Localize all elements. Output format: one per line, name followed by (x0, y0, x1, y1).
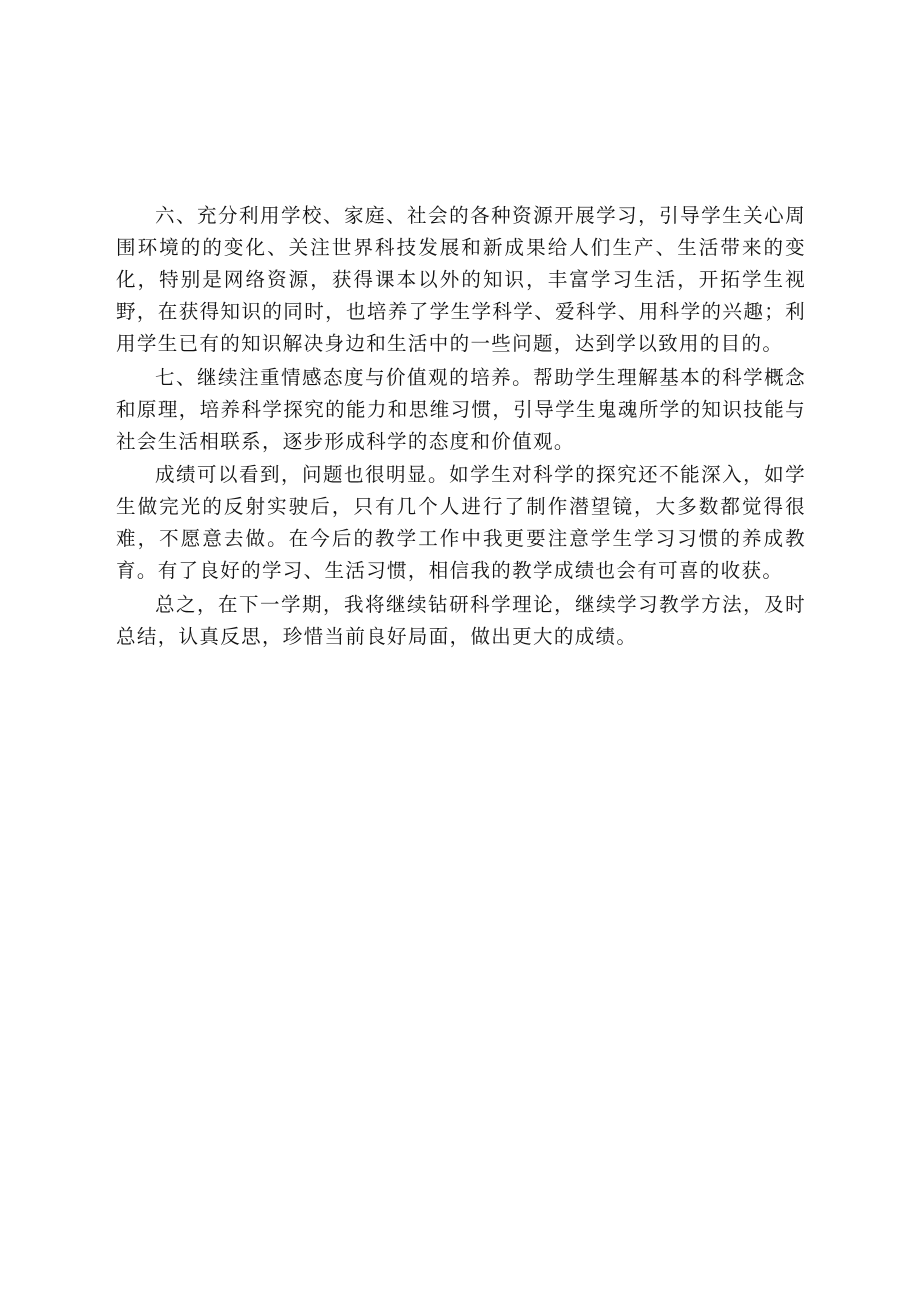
document-body (116, 200, 806, 654)
paragraph-seven-values: 七、继续注重情感态度与价值观的培养。帮助学生理解基本的科学概念和原理，培养科学探究的能力和思维习惯，引导学生鬼魂所学的知识技能与社会生活相联系，逐步形成科学的态度和价值观。 (116, 365, 806, 453)
paragraph-achievements-problems: 成绩可以看到，问题也很明显。如学生对科学的探究还不能深入，如学生做完光的反射实驶后，只有几个人进行了制作潜望镜，大多数都觉得很难，不愿意去做。在今后的教学工作中我更要注意学生学习习惯的养成教育。有了良好的学习、生活习惯，相信我的教学成绩也会有可喜的收获。 (116, 463, 806, 582)
paragraph-conclusion: 总之，在下一学期，我将继续钻研科学理论，继续学习教学方法，及时总结，认真反思，珍惜当前良好局面，做出更大的成绩。 (116, 592, 806, 648)
paragraph-six-resources: 六、充分利用学校、家庭、社会的各种资源开展学习，引导学生关心周围环境的的变化、关注世界科技发展和新成果给人们生产、生活带来的变化，特别是网络资源，获得课本以外的知识，丰富学习生活，开拓学生视野，在获得知识的同时，也培养了学生学科学、爱科学、用科学的兴趣；利用学生已有的知识解决身边和生活中的一些问题，达到学以致用的目的。 (116, 204, 806, 355)
